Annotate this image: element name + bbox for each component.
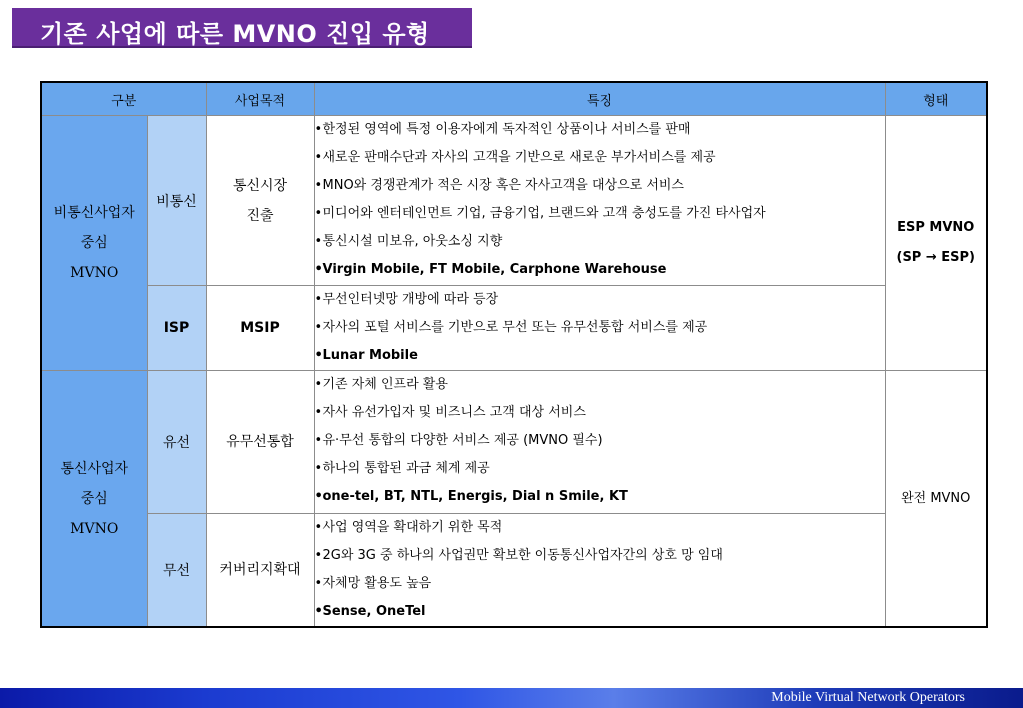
subcategory-cell: ISP bbox=[147, 286, 206, 371]
footer-text: Mobile Virtual Network Operators bbox=[771, 690, 965, 705]
purpose-line: MSIP bbox=[240, 320, 280, 336]
category-line: MVNO bbox=[70, 265, 119, 281]
form-cell-esp bbox=[885, 116, 987, 371]
purpose-cell bbox=[206, 116, 314, 286]
feature-item: •Virgin Mobile, FT Mobile, Carphone Warehouse bbox=[314, 262, 667, 277]
features-cell bbox=[314, 514, 885, 628]
category-cell-non-telecom bbox=[41, 116, 147, 371]
feature-item: •미디어와 엔터테인먼트 기업, 금융기업, 브랜드와 고객 충성도를 가진 타사업자 bbox=[314, 206, 766, 221]
feature-item: •자사 유선가입자 및 비즈니스 고객 대상 서비스 bbox=[314, 405, 586, 420]
features-cell bbox=[314, 286, 885, 371]
title-bar bbox=[12, 8, 472, 48]
category-cell-telecom bbox=[41, 371, 147, 628]
purpose-cell bbox=[206, 286, 314, 371]
feature-item: •한정된 영역에 특정 이용자에게 독자적인 상품이나 서비스를 판매 bbox=[314, 122, 691, 137]
feature-item: •하나의 통합된 과금 체계 제공 bbox=[314, 461, 490, 476]
feature-item: •MNO와 경쟁관계가 적은 시장 혹은 자사고객을 대상으로 서비스 bbox=[314, 178, 684, 193]
feature-item: •one-tel, BT, NTL, Energis, Dial n Smile, KT bbox=[314, 489, 628, 504]
mvno-type-table bbox=[40, 81, 988, 628]
form-cell-full bbox=[885, 371, 987, 628]
header-features: 특징 bbox=[314, 82, 885, 116]
header-category: 구분 bbox=[41, 82, 206, 116]
header-purpose: 사업목적 bbox=[206, 82, 314, 116]
feature-item: •자체망 활용도 높음 bbox=[314, 576, 432, 591]
purpose-line: 진출 bbox=[246, 207, 274, 224]
feature-item: •기존 자체 인프라 활용 bbox=[314, 377, 448, 392]
feature-item: •Lunar Mobile bbox=[314, 348, 418, 363]
category-line: 중심 bbox=[80, 490, 108, 507]
category-line: 비통신사업자 bbox=[53, 205, 135, 221]
feature-item: •통신시설 미보유, 아웃소싱 지향 bbox=[314, 234, 503, 249]
feature-item: •유·무선 통합의 다양한 서비스 제공 (MVNO 필수) bbox=[314, 433, 603, 448]
table-header-row bbox=[41, 82, 987, 116]
subcategory-cell: 비통신 bbox=[147, 116, 206, 286]
table-row bbox=[41, 286, 987, 371]
purpose-cell bbox=[206, 371, 314, 514]
feature-item: •새로운 판매수단과 자사의 고객을 기반으로 새로운 부가서비스를 제공 bbox=[314, 150, 716, 165]
purpose-line: 유무선통합 bbox=[226, 434, 294, 450]
table-row bbox=[41, 514, 987, 628]
subcategory-cell: 무선 bbox=[147, 514, 206, 628]
feature-item: •2G와 3G 중 하나의 사업권만 확보한 이동통신사업자간의 상호 망 임대 bbox=[314, 548, 723, 563]
features-cell bbox=[314, 371, 885, 514]
purpose-cell bbox=[206, 514, 314, 628]
form-line: ESP MVNO bbox=[897, 220, 975, 235]
category-line: MVNO bbox=[70, 520, 119, 537]
footer-bar bbox=[0, 688, 1023, 708]
category-line: 중심 bbox=[80, 235, 108, 251]
purpose-line: 통신시장 bbox=[232, 177, 288, 194]
features-cell bbox=[314, 116, 885, 286]
category-line: 통신사업자 bbox=[60, 460, 129, 477]
header-form: 형태 bbox=[885, 82, 987, 116]
feature-item: •Sense, OneTel bbox=[314, 604, 426, 619]
table-row bbox=[41, 371, 987, 514]
table-row bbox=[41, 116, 987, 286]
feature-item: •무선인터넷망 개방에 따라 등장 bbox=[314, 292, 499, 307]
subcategory-cell: 유선 bbox=[147, 371, 206, 514]
form-line: (SP → ESP) bbox=[896, 250, 975, 265]
page-title: 기존 사업에 따른 MVNO 진입 유형 bbox=[40, 20, 430, 48]
feature-item: •자사의 포털 서비스를 기반으로 무선 또는 유무선통합 서비스를 제공 bbox=[314, 320, 708, 335]
purpose-line: 커버리지확대 bbox=[219, 562, 301, 578]
form-line: 완전 MVNO bbox=[901, 490, 971, 506]
feature-item: •사업 영역을 확대하기 위한 목적 bbox=[314, 520, 503, 535]
